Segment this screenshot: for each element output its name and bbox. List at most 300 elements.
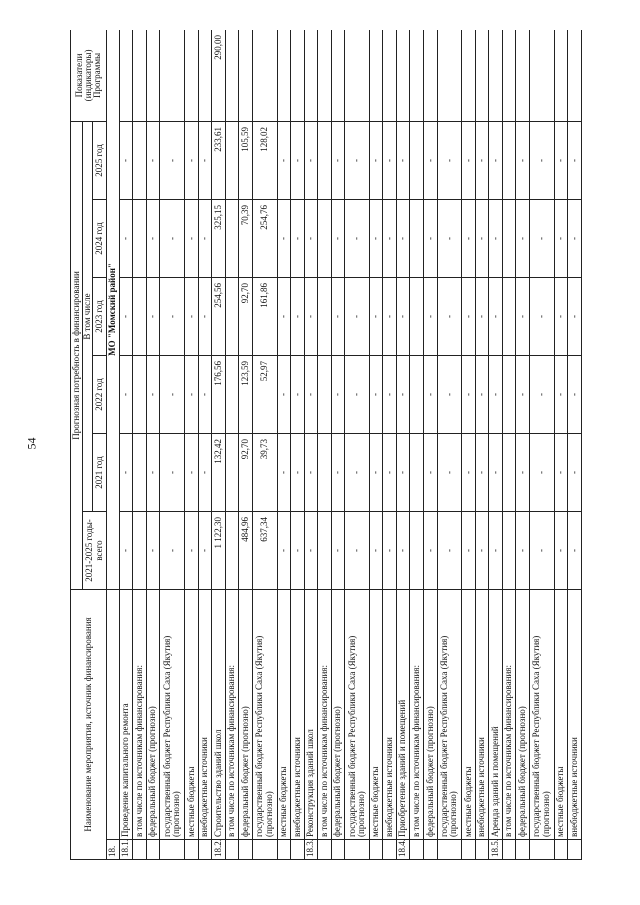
row-value: -: [119, 121, 133, 199]
row-value: -: [383, 512, 397, 590]
row-value: [318, 512, 332, 590]
row-value: -: [345, 200, 370, 278]
row-value: -: [383, 434, 397, 512]
row-code: 18.3.: [304, 840, 318, 860]
row-code: 18.5.: [489, 840, 503, 860]
row-value: -: [437, 434, 462, 512]
row-value: -: [331, 512, 345, 590]
row-value: -: [331, 121, 345, 199]
table-row: [252, 30, 277, 860]
row-value: -: [475, 121, 489, 199]
row-code: [568, 840, 582, 860]
row-value: -: [185, 278, 199, 356]
row-value: [318, 278, 332, 356]
row-value: -: [568, 200, 582, 278]
row-value: -: [119, 278, 133, 356]
row-value: [502, 278, 516, 356]
row-name: Проведение капитального ремонта: [119, 590, 133, 840]
row-value: -: [423, 434, 437, 512]
mo-row: [107, 30, 119, 860]
row-name: местные бюджеты: [185, 590, 199, 840]
row-value: 92,70: [239, 278, 253, 356]
row-name: в том числе по источникам финансирования:: [410, 590, 424, 840]
row-indicator: [437, 30, 462, 121]
row-value: 325,15: [212, 200, 226, 278]
row-value: -: [291, 512, 305, 590]
row-value: -: [462, 512, 476, 590]
table-row: [475, 30, 489, 860]
row-value: [318, 121, 332, 199]
row-value: -: [489, 121, 503, 199]
table-row: [160, 30, 185, 860]
table-row: [277, 30, 291, 860]
row-name: государственный бюджет Республики Саха (Якутия) (прогнозно): [437, 590, 462, 840]
row-value: -: [369, 434, 383, 512]
row-value: -: [369, 278, 383, 356]
row-indicator: [291, 30, 305, 121]
row-value: -: [396, 121, 410, 199]
row-value: [133, 200, 147, 278]
table-row: [185, 30, 199, 860]
row-value: [410, 121, 424, 199]
row-value: [410, 356, 424, 434]
row-code: [516, 840, 530, 860]
table-row: [383, 30, 397, 860]
row-value: 70,39: [239, 200, 253, 278]
row-value: -: [291, 278, 305, 356]
row-name: федеральный бюджет (прогнозно): [331, 590, 345, 840]
row-value: [225, 278, 239, 356]
row-indicator: [304, 30, 318, 121]
row-value: -: [383, 200, 397, 278]
row-indicator: [554, 30, 568, 121]
row-value: -: [185, 356, 199, 434]
row-value: 176,56: [212, 356, 226, 434]
row-value: 52,97: [252, 356, 277, 434]
row-name: внебюджетные источники: [291, 590, 305, 840]
row-code: [291, 840, 305, 860]
row-code: [423, 840, 437, 860]
row-value: -: [198, 121, 212, 199]
row-code: [383, 840, 397, 860]
row-value: -: [489, 200, 503, 278]
header-total: 2021-2025 годы- всего: [83, 512, 107, 590]
row-value: [502, 434, 516, 512]
row-indicator: [119, 30, 133, 121]
row-value: -: [369, 356, 383, 434]
row-indicator: [277, 30, 291, 121]
row-value: 233,61: [212, 121, 226, 199]
row-value: -: [554, 121, 568, 199]
row-name: федеральный бюджет (прогнозно): [423, 590, 437, 840]
table-body: [107, 30, 582, 860]
header-2022: 2022 год: [93, 356, 107, 434]
row-value: -: [198, 434, 212, 512]
row-value: -: [160, 121, 185, 199]
table-row: [146, 30, 160, 860]
row-value: 484,96: [239, 512, 253, 590]
row-value: -: [119, 434, 133, 512]
row-code: [277, 840, 291, 860]
row-value: -: [383, 121, 397, 199]
rotated-table-container: [70, 30, 582, 860]
row-value: -: [529, 200, 554, 278]
row-value: 637,34: [252, 512, 277, 590]
row-value: -: [489, 512, 503, 590]
table-row: [437, 30, 462, 860]
row-indicator: [462, 30, 476, 121]
row-name: местные бюджеты: [277, 590, 291, 840]
row-value: [225, 356, 239, 434]
row-value: [133, 278, 147, 356]
table-row: [516, 30, 530, 860]
row-value: -: [396, 278, 410, 356]
row-indicator: [185, 30, 199, 121]
row-value: -: [277, 434, 291, 512]
row-value: -: [291, 200, 305, 278]
row-name: государственный бюджет Республики Саха (Якутия) (прогнозно): [529, 590, 554, 840]
row-name: местные бюджеты: [462, 590, 476, 840]
row-value: -: [198, 356, 212, 434]
row-indicator: [516, 30, 530, 121]
row-value: [318, 200, 332, 278]
row-name: государственный бюджет Республики Саха (Якутия) (прогнозно): [160, 590, 185, 840]
row-value: 1 122,30: [212, 512, 226, 590]
page-number: 54: [24, 437, 39, 450]
table-row: [529, 30, 554, 860]
row-value: -: [185, 121, 199, 199]
table-row: [396, 30, 410, 860]
row-indicator: [396, 30, 410, 121]
row-indicator: [502, 30, 516, 121]
row-value: -: [529, 356, 554, 434]
row-value: -: [516, 512, 530, 590]
row-name: в том числе по источникам финансирования:: [318, 590, 332, 840]
row-value: -: [489, 434, 503, 512]
row-value: [225, 200, 239, 278]
row-value: -: [516, 121, 530, 199]
row-value: -: [304, 356, 318, 434]
row-value: -: [423, 278, 437, 356]
row-indicator: [252, 30, 277, 121]
row-value: -: [489, 278, 503, 356]
row-code: [252, 840, 277, 860]
row-code: 18.1.: [119, 840, 133, 860]
row-value: -: [475, 278, 489, 356]
header-indicators: Показатели (индикаторы) Программы: [71, 30, 107, 121]
header-2023: 2023 год: [93, 278, 107, 356]
row-code: [529, 840, 554, 860]
row-code: [462, 840, 476, 860]
row-value: -: [291, 434, 305, 512]
row-value: [225, 434, 239, 512]
row-indicator: [160, 30, 185, 121]
table-row: [291, 30, 305, 860]
row-name: государственный бюджет Республики Саха (Якутия) (прогнозно): [345, 590, 370, 840]
row-value: -: [345, 278, 370, 356]
row-value: -: [277, 121, 291, 199]
row-value: -: [160, 356, 185, 434]
row-value: [410, 434, 424, 512]
row-value: -: [369, 121, 383, 199]
row-value: -: [516, 278, 530, 356]
row-value: 254,76: [252, 200, 277, 278]
row-value: [318, 434, 332, 512]
row-value: -: [198, 278, 212, 356]
row-value: -: [277, 200, 291, 278]
table-row: [423, 30, 437, 860]
row-value: -: [119, 356, 133, 434]
row-indicator: [369, 30, 383, 121]
row-code: [410, 840, 424, 860]
row-value: -: [568, 356, 582, 434]
row-value: [133, 512, 147, 590]
row-indicator: [568, 30, 582, 121]
row-value: -: [437, 121, 462, 199]
row-value: -: [516, 434, 530, 512]
row-value: -: [345, 434, 370, 512]
row-value: 132,42: [212, 434, 226, 512]
row-name: внебюджетные источники: [475, 590, 489, 840]
header-name: Наименование мероприятия, источник финансирования: [71, 590, 107, 860]
row-indicator: [475, 30, 489, 121]
row-value: 161,86: [252, 278, 277, 356]
row-value: -: [304, 200, 318, 278]
row-value: -: [516, 200, 530, 278]
row-value: -: [475, 200, 489, 278]
row-name: Строительство зданий школ: [212, 590, 226, 840]
row-code: [198, 840, 212, 860]
row-name: Приобретение зданий и помещений: [396, 590, 410, 840]
row-value: -: [185, 434, 199, 512]
row-value: [133, 434, 147, 512]
table-row: [410, 30, 424, 860]
row-value: -: [185, 512, 199, 590]
row-value: [133, 356, 147, 434]
row-value: -: [146, 278, 160, 356]
row-value: -: [291, 356, 305, 434]
row-value: -: [475, 434, 489, 512]
header-incl: В том числе: [83, 121, 93, 511]
row-name: в том числе по источникам финансирования:: [502, 590, 516, 840]
row-indicator: [133, 30, 147, 121]
row-value: -: [423, 356, 437, 434]
row-value: -: [554, 200, 568, 278]
row-code: [345, 840, 370, 860]
row-value: -: [185, 200, 199, 278]
row-name: внебюджетные источники: [383, 590, 397, 840]
table-row: [304, 30, 318, 860]
row-name: в том числе по источникам финансирования:: [133, 590, 147, 840]
row-value: -: [160, 278, 185, 356]
row-value: -: [331, 200, 345, 278]
row-value: -: [568, 512, 582, 590]
row-name: федеральный бюджет (прогнозно): [239, 590, 253, 840]
row-code: [331, 840, 345, 860]
row-value: -: [554, 356, 568, 434]
row-value: -: [146, 200, 160, 278]
row-value: [225, 121, 239, 199]
row-code: [554, 840, 568, 860]
row-value: -: [554, 278, 568, 356]
row-value: 92,70: [239, 434, 253, 512]
row-value: -: [146, 121, 160, 199]
row-value: -: [462, 356, 476, 434]
row-value: -: [160, 434, 185, 512]
row-value: -: [489, 356, 503, 434]
row-value: -: [396, 512, 410, 590]
row-code: [369, 840, 383, 860]
row-value: 105,59: [239, 121, 253, 199]
row-code: [318, 840, 332, 860]
row-value: -: [331, 434, 345, 512]
row-name: государственный бюджет Республики Саха (Якутия) (прогнозно): [252, 590, 277, 840]
row-value: -: [331, 278, 345, 356]
financing-table: [70, 30, 582, 860]
row-value: [225, 512, 239, 590]
row-value: [410, 278, 424, 356]
row-value: -: [423, 121, 437, 199]
row-indicator: [239, 30, 253, 121]
row-value: -: [277, 356, 291, 434]
row-name: федеральный бюджет (прогнозно): [516, 590, 530, 840]
section-code: 18.: [107, 840, 119, 860]
row-value: -: [277, 278, 291, 356]
row-value: -: [516, 356, 530, 434]
row-value: -: [291, 121, 305, 199]
row-value: -: [529, 434, 554, 512]
row-value: -: [369, 512, 383, 590]
row-value: [502, 512, 516, 590]
row-code: [225, 840, 239, 860]
row-indicator: [423, 30, 437, 121]
row-name: внебюджетные источники: [198, 590, 212, 840]
header-2021: 2021 год: [93, 434, 107, 512]
row-value: -: [396, 356, 410, 434]
row-value: [502, 200, 516, 278]
table-row: [119, 30, 133, 860]
row-value: -: [369, 200, 383, 278]
rotated-page: [70, 30, 582, 860]
row-code: [185, 840, 199, 860]
row-value: -: [475, 356, 489, 434]
row-value: -: [119, 512, 133, 590]
row-indicator: [331, 30, 345, 121]
row-indicator: [529, 30, 554, 121]
row-value: -: [345, 512, 370, 590]
row-value: -: [383, 356, 397, 434]
row-value: -: [568, 434, 582, 512]
mo-label: МО "Момский район": [107, 30, 119, 590]
row-value: -: [160, 512, 185, 590]
table-row: [462, 30, 476, 860]
row-indicator: [198, 30, 212, 121]
row-value: -: [437, 512, 462, 590]
row-value: -: [554, 434, 568, 512]
header-need: Прогнозная потребность в финансировании: [71, 121, 83, 589]
row-name: внебюджетные источники: [568, 590, 582, 840]
row-value: -: [554, 512, 568, 590]
row-value: -: [198, 512, 212, 590]
row-value: -: [475, 512, 489, 590]
table-header: [71, 30, 107, 860]
row-value: -: [277, 512, 291, 590]
row-code: [475, 840, 489, 860]
row-value: -: [423, 200, 437, 278]
row-value: -: [146, 512, 160, 590]
table-row: [331, 30, 345, 860]
row-value: 254,56: [212, 278, 226, 356]
row-value: -: [304, 121, 318, 199]
row-value: [410, 512, 424, 590]
row-value: -: [146, 356, 160, 434]
header-2025: 2025 год: [93, 121, 107, 199]
row-name: федеральный бюджет (прогнозно): [146, 590, 160, 840]
row-value: [410, 200, 424, 278]
row-indicator: [146, 30, 160, 121]
row-value: -: [345, 121, 370, 199]
table-row: [489, 30, 503, 860]
row-name: в том числе по источникам финансирования:: [225, 590, 239, 840]
row-indicator: [345, 30, 370, 121]
row-value: -: [462, 278, 476, 356]
row-value: [502, 356, 516, 434]
table-row: [225, 30, 239, 860]
table-row: [568, 30, 582, 860]
row-value: -: [396, 200, 410, 278]
row-code: [437, 840, 462, 860]
header-2024: 2024 год: [93, 200, 107, 278]
row-value: 39,73: [252, 434, 277, 512]
table-row: [369, 30, 383, 860]
row-code: [160, 840, 185, 860]
row-value: -: [423, 512, 437, 590]
row-value: -: [304, 434, 318, 512]
table-row: [345, 30, 370, 860]
row-name: местные бюджеты: [554, 590, 568, 840]
table-row: [212, 30, 226, 860]
row-code: 18.4.: [396, 840, 410, 860]
table-row: [502, 30, 516, 860]
row-value: -: [462, 200, 476, 278]
row-value: -: [304, 278, 318, 356]
row-name: Аренда зданий и помещений: [489, 590, 503, 840]
row-value: -: [160, 200, 185, 278]
row-value: -: [383, 278, 397, 356]
row-value: [318, 356, 332, 434]
row-name: местные бюджеты: [369, 590, 383, 840]
row-value: [133, 121, 147, 199]
row-value: -: [396, 434, 410, 512]
table-row: [239, 30, 253, 860]
row-indicator: [318, 30, 332, 121]
row-indicator: [410, 30, 424, 121]
row-value: -: [304, 512, 318, 590]
row-indicator: [383, 30, 397, 121]
row-code: [133, 840, 147, 860]
row-value: -: [529, 512, 554, 590]
row-code: 18.2.: [212, 840, 226, 860]
table-row: [133, 30, 147, 860]
row-code: [502, 840, 516, 860]
row-value: [502, 121, 516, 199]
row-indicator: [489, 30, 503, 121]
row-value: -: [119, 200, 133, 278]
row-value: -: [437, 278, 462, 356]
row-value: 128,02: [252, 121, 277, 199]
row-value: -: [198, 200, 212, 278]
table-row: [198, 30, 212, 860]
